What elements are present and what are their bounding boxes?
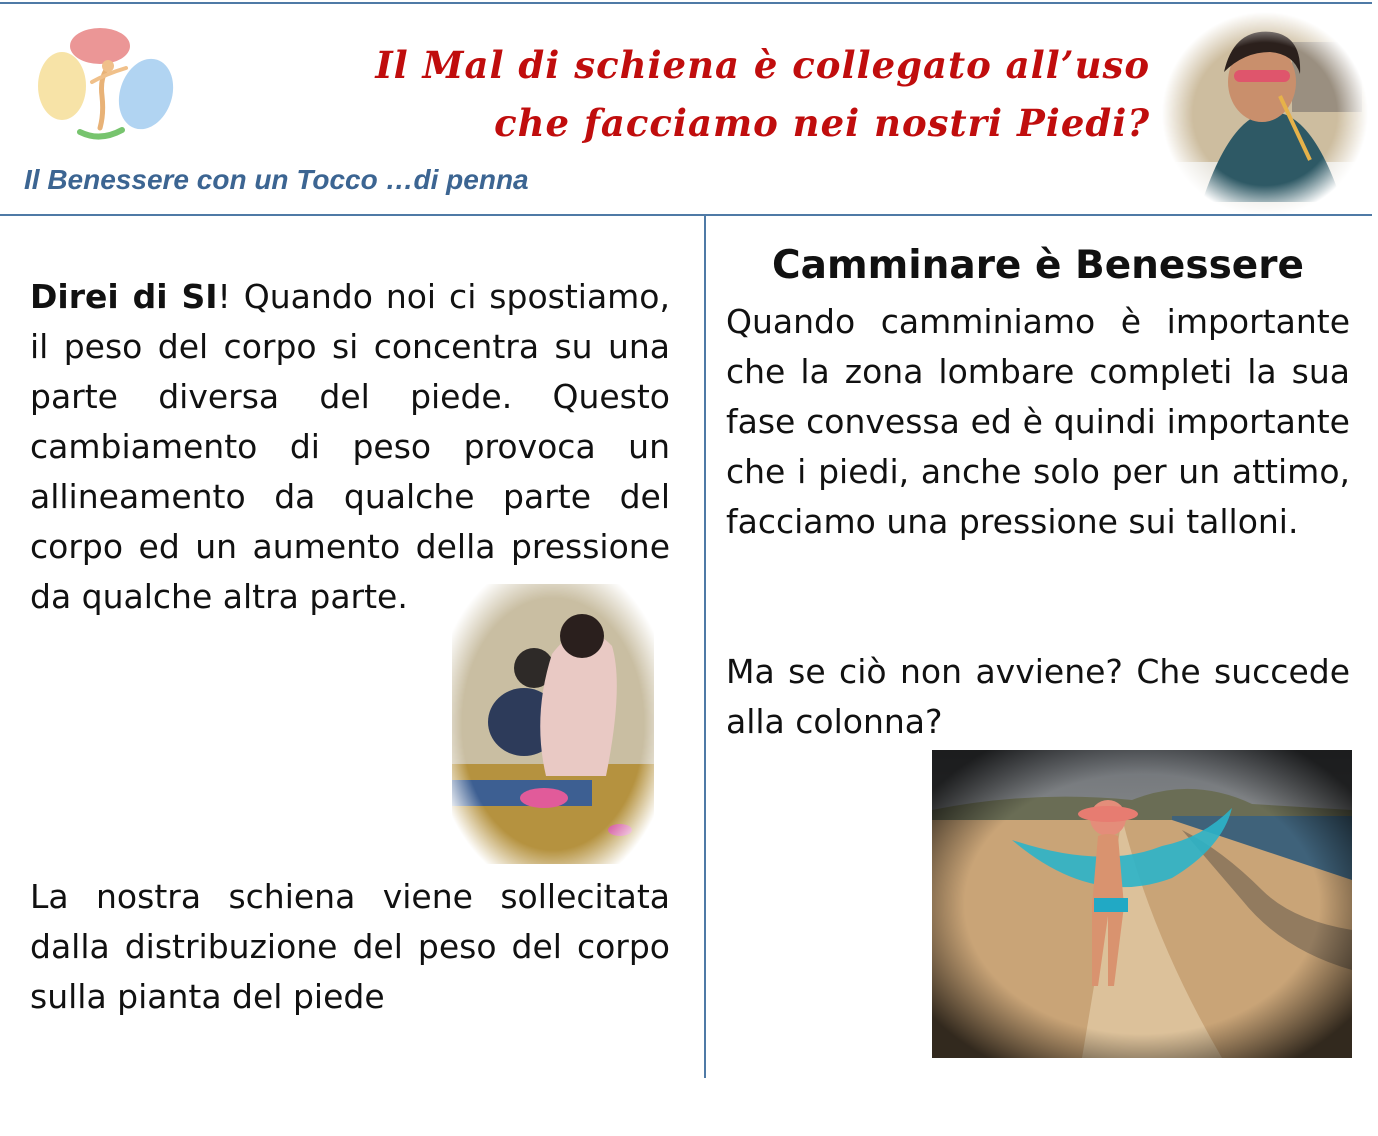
title-line-2: che facciamo nei nostri Piedi? (494, 101, 1150, 145)
title-line-1: Il Mal di schiena è collegato all’uso (375, 43, 1150, 87)
right-column-paragraph-1 (726, 297, 1350, 547)
emphasis-answer: Direi di SI (30, 277, 218, 316)
right-paragraph-2-text: Ma se ciò non avviene? Che succede alla colonna? (726, 652, 1350, 741)
column-divider (704, 216, 706, 1078)
tagline: Il Benessere con un Tocco …di penna (24, 164, 529, 195)
left-paragraph-1-text: ! Quando noi ci spostiamo, il peso del corpo si concentra su una parte diversa del piede. Questo cambiamento di peso provoca un allineamento da qualche parte del corpo ed un aumento della pressione da qualche altra parte. (30, 277, 670, 616)
right-column-paragraph-2 (726, 647, 1350, 747)
right-paragraph-1-text: Quando camminiamo è importante che la zona lombare completi la sua fase convessa ed è quindi importante che i piedi, anche solo per un attimo, facciamo una pressione sui talloni. (726, 302, 1350, 541)
beach-walk-photo (932, 750, 1352, 1058)
left-column-paragraph-2 (30, 872, 670, 1022)
page-title (375, 36, 1150, 152)
treatment-photo (452, 584, 654, 864)
header-top-rule (0, 2, 1372, 4)
logo (28, 24, 178, 144)
author-portrait-photo (1162, 12, 1368, 216)
left-paragraph-2-text: La nostra schiena viene sollecitata dalla distribuzione del peso del corpo sulla pianta del piede (30, 877, 670, 1016)
left-column-paragraph-1 (30, 272, 670, 622)
section-heading: Camminare è Benessere (772, 243, 1304, 288)
